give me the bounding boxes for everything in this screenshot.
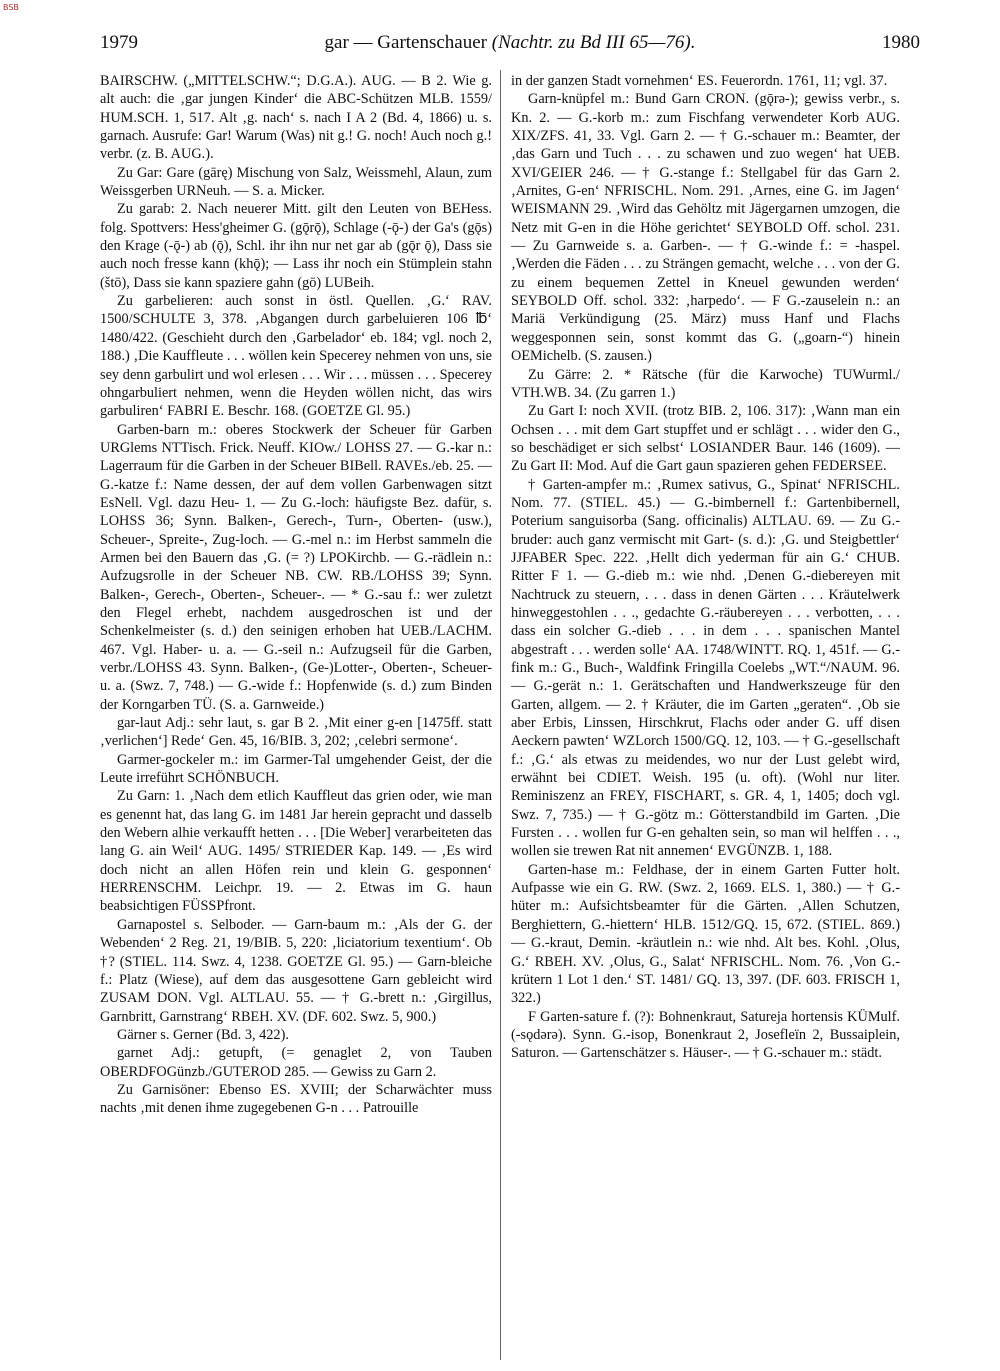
running-title (100, 32, 920, 54)
dictionary-entry: Zu Garnisöner: Ebenso ES. XVIII; der Scharwächter muss nachts ‚mit denen ihme zugegebenen G-n . . . Patrouille (100, 1081, 492, 1117)
left-column (100, 72, 492, 1362)
right-column (511, 72, 900, 1362)
dictionary-entry: F Garten-sature f. (?): Bohnenkraut, Satureja hortensis KÜMulf. (-sǫdərə). Synn. G.-isop, Bonenkraut 2, Josefleïn 2, Bussaiplein, Saturon. — Gartenschätzer s. Häuser-. — † G.-schauer m.: städt. (511, 1008, 900, 1062)
dictionary-entry: Garten-hase m.: Feldhase, der in einem Garten Futter holt. Aufpasse wie ein G. RW. (Swz. 2, 1669. ELS. 1, 380.) — † G.-hüter m.: Aufsichtsbeamter für die Gärten. ‚Allen Schutzen, Berghiettern, G.-hiettern‘ HLB. 1512/GQ. 15, 672. (STIEL. 869.) — G.-kraut, Demin. -kräutlein n.: wie nhd. Alt bes. Kohl. ‚Olus, G.‘ RBEH. XV. ‚Olus, G., Salat‘ NFRISCHL. Nom. 76. ‚Von G.-krütern 1 Lot 1 den.‘ ST. 1481/ GQ. 13, 397. (DF. 603. FRISCH 1, 322.) (511, 861, 900, 1007)
dictionary-entry: BAIRSCHW. („MITTELSCHW.“; D.G.A.). AUG. — B 2. Wie g. alt auch: die ‚gar jungen Kinder‘ die ABC-Schützen MLB. 1559/ HUM.SCH. 1, 517. Alt ‚g. nach‘ s. nach I A 2 (Bd. 4, 1866) u. s. garnach. Ausrufe: Gar! Warum (Was) nit g.! G. noch! Auch noch g.! verbr. (z. B. AUG.). (100, 73, 492, 163)
column-divider (500, 70, 501, 1360)
dictionary-entry: Garben-barn m.: oberes Stockwerk der Scheuer für Garben URGlems NTTisch. Frick. Neuff. KIOw./ LOHSS 27. — G.-kar n.: Lagerraum für die Garben in der Scheuer BIBell. RAVEs./eb. 25. — G.-katze f.: Name dessen, der auf dem vollen Garbenwagen sitzt EsNell. Vgl. dazu Heu- 1. — Zu G.-loch: häufigste Bez. dafür, s. LOHSS 36; Synn. Balken-, Gerech-, Turn-, Oberten- (usw.), Scheuer-, Spreite-, Zug-loch. — G.-mel n.: im Herbst sammeln die Armen bei den Bauern das ‚G. (= ?) LPOKirchb. — G.-rädlein n.: Aufzugsrolle in der Scheuer NB. CW. RB./LOHSS 39; Synn. Balken-, Gerech-, Oberten-, Scheuer-. — * G.-sau f.: wer zuletzt den Flegel erhebt, nachdem ausgedroschen ist und der Schenkelmeister (s. d.) den seinigen erhoben hat UEB./LACHM. 467. Vgl. Haber- u. a. — G.-seil n.: Aufzugseil für die Garben, verbr./LOHSS 43. Synn. Balken-, (Ge-)Lotter-, Oberten-, Scheuer- u. a. (Swz. 7, 748.) — G.-wide f.: Hopfenwide (s. d.) zum Binden der Korngarben TÜ. (S. a. Garnweide.) (100, 421, 492, 713)
dictionary-entry: Zu garab: 2. Nach neuerer Mitt. gilt den Leuten von BEHess. folg. Spottvers: Hess'gheimer G. (gǭrǭ), Schlage (-ǭ-) der Ga's (gǭs) den Krage (-ǭ-) ab (ǭ), Schl. ihr ihn nur net gar ab (gǭr ǭ), Dass sie auch noch fresse kann (khǭ); — Lass ihr noch ein Stümplein stahn (štō), Dass sie kann spaziere gahn (gō) LUBeih. (100, 201, 492, 291)
dictionary-entry: in der ganzen Stadt vornehmen‘ ES. Feuerordn. 1761, 11; vgl. 37. (511, 73, 888, 89)
dictionary-entry: Zu Gar: Gare (gārę) Mischung von Salz, Weissmehl, Alaun, zum Weissgerben URNeuh. — S. a. Micker. (100, 164, 492, 200)
dictionary-entry: Zu garbelieren: auch sonst in östl. Quellen. ‚G.‘ RAV. 1500/SCHULTE 3, 378. ‚Abgangen durch garbeluieren 106 ℔‘ 1480/422. (Geschieht durch den ‚Garbelador‘ eb. 184; vgl. noch 2, 188.) ‚Die Kauffleute . . . wöllen kein Specerey nehmen von uns, sie sey denn garbulirt und wol erlesen . . . Wir . . . müssen . . . Specerey ohngarbuliert nehmen, wenn die Heyden wöllen nicht, das wirs garbuliren‘ FABRI E. Beschr. 168. (GOETZE Gl. 95.) (100, 293, 492, 420)
page-number-left: 1979 (100, 32, 138, 53)
dictionary-entry: garnet Adj.: getupft, (= genaglet 2, von Tauben OBERDFOGünzb./GUTEROD 285. — Gewiss zu Garn 2. (100, 1045, 492, 1080)
dictionary-entry: † Garten-ampfer m.: ‚Rumex sativus, G., Spinat‘ NFRISCHL. Nom. 77. (STIEL. 45.) — G.-bimbernell f.: Gartenbibernell, Poterium sanguisorba (Sang. officinalis) ALTLAU. 69. — Zu G.-bruder: auch ganz vermischt mit Gart- (s. d.): ‚G. und Steigbettler‘ JJFABER Spec. 222. ‚Hellt dich yederman für ain G.‘ CHUB. Ritter F 1. — G.-dieb m.: wie nhd. ‚Denen G.-diebereyen mit Nachtruck zu steuern, . . . dass in denen Gärten . . . Kräutelwerk hinweggestohlen . . ., gedachte G.-räubereyen . . . verbotten, . . . dass ein solcher G.-dieb . . . in dem . . . spanischen Mantel abgestraft . . . werden solle‘ AA. 1748/WINTT. RQ. 1, 451f. — G.-fink m.: G., Buch-, Waldfink Fringilla Coelebs „WT.“/NAUM. 96. — G.-gerät n.: 1. Gerätschaften und Handwerkszeuge für den Garten, allgem. — 2. † Kräuter, die im Garten „geraten“. ‚Ob sie aber Erbis, Linssen, Hirschkrut, Flachs oder ander G. uff disen Aeckern pawten‘ WZLorch 1500/GQ. 12, 103. — † G.-gesellschaft f.: ‚G.‘ als etwas zu meidendes, wo nur der Lust gelebt wird, erwähnt bei CDIET. Weish. 195 (u. oft). (Wohl nur liter. Reminiszenz an FREY, FISCHART, s. GR. 4, 1, 1405; doch vgl. Swz. 7, 735.) — † G.-götz m.: Götterstandbild im Garten. ‚Die Fursten . . . wollen fur G-en gehalten sein, so man wil helffen . . ., wollen sie trewen Rat nit annemen‘ EVGÜNZB. 1, 188. (511, 476, 900, 860)
page-number-right: 1980 (882, 32, 920, 53)
dictionary-entry: Gärner s. Gerner (Bd. 3, 422). (117, 1026, 289, 1043)
dictionary-entry: Garnapostel s. Selboder. — Garn-baum m.: ‚Als der G. der Webenden‘ 2 Reg. 21, 19/BIB. 5, 220: ‚liciatorium texentium‘. Ob †? (STIEL. 114. Swz. 4, 1238. GOETZE Gl. 95.) — Garn-bleiche f.: Platz (Wiese), auf dem das ausgesottene Garn gebleicht wird ZUSAM DON. Vgl. ALTLAU. 55. — † G.-brett n.: ‚Girgillus, Garnbritt, Garnstrang‘ RBEH. XV. (DF. 602. Swz. 5, 900.) (100, 916, 492, 1025)
dictionary-entry: gar-laut Adj.: sehr laut, s. gar B 2. ‚Mit einer g-en [1475ff. statt ‚verlichen‘] Rede‘ Gen. 45, 16/BIB. 3, 202; ‚celebri sermone‘. (100, 715, 492, 750)
page-header (100, 32, 920, 56)
dictionary-entry: Garn-knüpfel m.: Bund Garn CRON. (gǭrə-); gewiss verbr., s. Kn. 2. — G.-korb m.: zum Fischfang verwendeter Korb AUG. XIX/ZFS. 41, 33. Vgl. Garn 2. — † G.-schauer m.: Beamter, der ‚das Garn und Tuch . . . zu schawen und zuo wegen‘ hat UEB. XVI/GEIER 246. — † G.-stange f.: Stellgabel für das Garn 2. ‚Arnites, G-en‘ NFRISCHL. Nom. 291. ‚Arnes, eine G. im Jagen‘ WEISMANN 29. ‚Wird das Gehöltz mit Jägergarnen umzogen, die Netz mit G-en in die Höhe gerichtet‘ SEYBOLD Off. schol. 231. — Zu Garnweide s. a. Garben-. — † G.-winde f.: = -haspel. ‚Werden die Fäden . . . zu Strängen gemacht, welche . . . von der G. zu einem bequemen Zettel in Kneuel gewunden werden‘ SEYBOLD Off. schol. 332: ‚harpedo‘. — F G.-zauselein n.: an Mariä Verkündigung (25. März) muss Hanf und Flachs weggesponnen sein, sonst kommt das G. („goarn-“) hinein OEMichelb. (S. zausen.) (511, 91, 900, 365)
running-title-main: gar — Gartenschauer (324, 32, 488, 53)
dictionary-entry: Zu Gart I: noch XVII. (trotz BIB. 2, 106. 317): ‚Wann man ein Ochsen . . . mit dem Gart stupffet und er schlägt . . . wider den G., so beschädiget er sich selbst‘ LOSIANDER Baur. 146 (1609). — Zu Gart II: Mod. Auf die Gart gaun spazieren gehen FEDERSEE. (511, 403, 900, 475)
dictionary-entry: Garmer-gockeler m.: im Garmer-Tal umgehender Geist, der die Leute irreführt SCHÖNBUCH. (100, 751, 492, 787)
library-stamp: BSB (3, 3, 19, 12)
dictionary-entry: Zu Garn: 1. ‚Nach dem etlich Kauffleut das grien oder, wie man es genennt hat, das lang G. im 1481 Jar herein gepracht und dasselb den Webern alhie verkaufft hetten . . . [Die Weber] verarbeiteten das lang G. ain Weil‘ AUG. 1495/ STRIEDER Kap. 149. — ‚Es wird doch nicht an allen Höfen rein und klein G. gesponnen‘ HERRENSCHM. Leichpr. 19. — 2. Etwas im G. haun beabsichtigen FÜSSPfront. (100, 788, 492, 915)
running-title-note: (Nachtr. zu Bd III 65—76). (491, 32, 696, 53)
dictionary-entry: Zu Gärre: 2. * Rätsche (für die Karwoche) TUWurml./ VTH.WB. 34. (Zu garren 1.) (511, 366, 900, 401)
